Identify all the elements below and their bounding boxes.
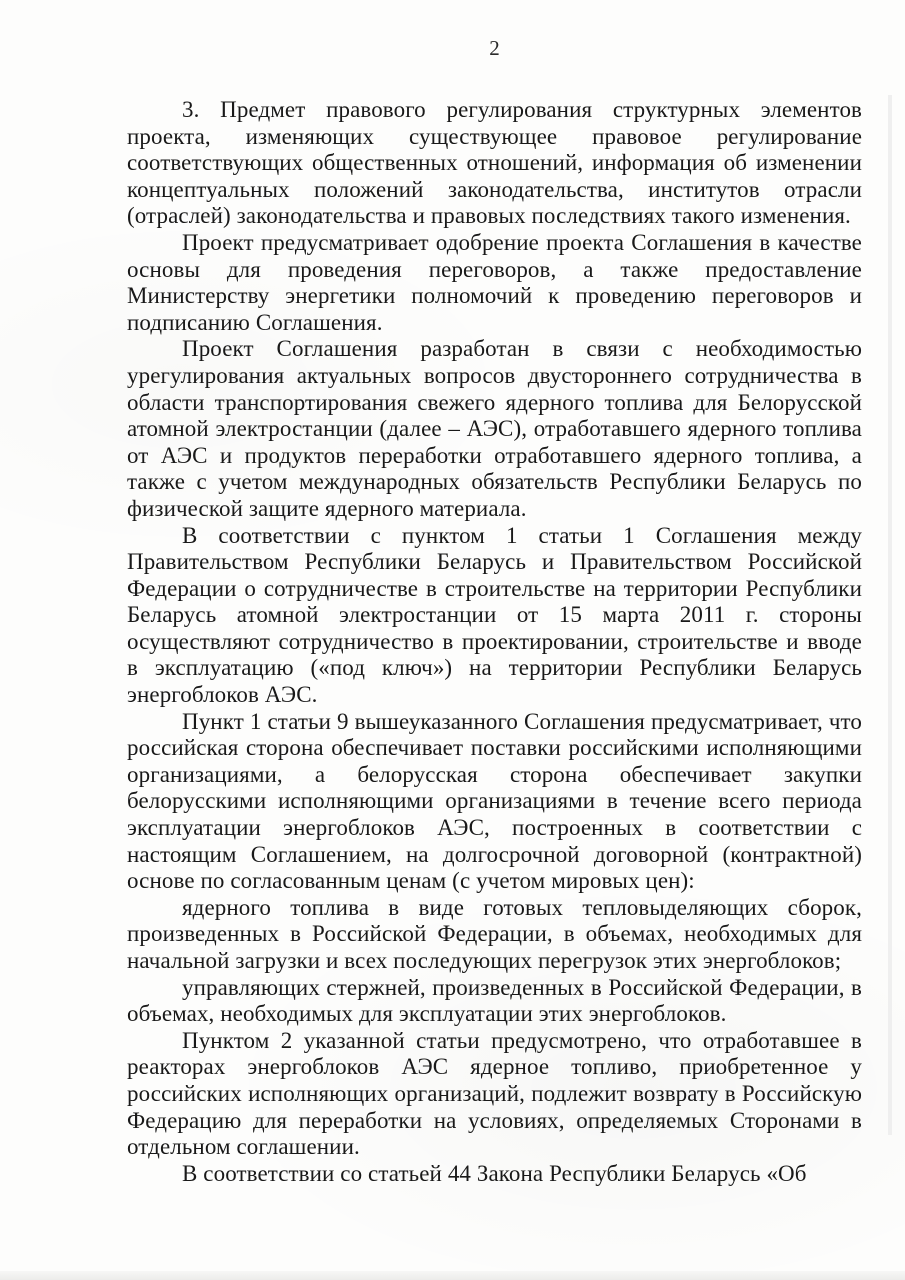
paragraph-subject-of-regulation: 3. Предмет правового регулирования структурных элементов проекта, изменяющих существующее правовое регулирование соответствующих общественных отношений, информация об изменении концептуальных положений законодательства, институтов отрасли (отраслей) законодательства и правовых последствиях такого изменения.	[127, 97, 862, 229]
paragraph-agreement-purpose: Проект Соглашения разработан в связи с необходимостью урегулирования актуальных вопросов двустороннего сотрудничества в области транспортирования свежего ядерного топлива для Белорусской атомной электростанции (далее – АЭС), отработавшего ядерного топлива от АЭС и продуктов переработки отработавшего ядерного топлива, а также с учетом международных обязательств Республики Беларусь по физической защите ядерного материала.	[127, 336, 862, 521]
paragraph-article9-point2: Пунктом 2 указанной статьи предусмотрено, что отработавшее в реакторах энергоблоков АЭС ядерное топливо, приобретенное у российских исполняющих организаций, подлежит возврату в Российскую Федерацию для переработки на условиях, определяемых Сторонами в отдельном соглашении.	[127, 1027, 862, 1160]
document-body	[127, 97, 862, 1187]
paragraph-article1-point1: В соответствии с пунктом 1 статьи 1 Соглашения между Правительством Республики Беларусь и Правительством Российской Федерации о сотрудничестве в строительстве на территории Республики Беларусь атомной электростанции от 15 марта 2011 г. стороны осуществляют сотрудничество в проектировании, строительстве и вводе в эксплуатацию («под ключ») на территории Республики Беларусь энергоблоков АЭС.	[127, 522, 862, 708]
paragraph-article9-point1: Пункт 1 статьи 9 вышеуказанного Соглашения предусматривает, что российская сторона обеспечивает поставки российскими исполняющими организациями, а белорусская сторона обеспечивает закупки белорусскими исполняющими организациями в течение всего периода эксплуатации энергоблоков АЭС, построенных в соответствии с настоящим Соглашением, на долгосрочной договорной (контрактной) основе по согласованным ценам (с учетом мировых цен):	[127, 708, 862, 894]
scan-artifact-right-streak	[888, 95, 892, 1135]
paragraph-control-rods-item: управляющих стержней, произведенных в Российской Федерации, в объемах, необходимых для эксплуатации этих энергоблоков.	[127, 974, 862, 1027]
paragraph-nuclear-fuel-item: ядерного топлива в виде готовых тепловыделяющих сборок, произведенных в Российской Федерации, в объемах, необходимых для начальной загрузки и всех последующих перегрузок этих энергоблоков;	[127, 894, 862, 973]
paragraph-project-approval: Проект предусматривает одобрение проекта Соглашения в качестве основы для проведения переговоров, а также предоставление Министерству энергетики полномочий к проведению переговоров и подписанию Соглашения.	[127, 229, 862, 335]
page-number: 2	[489, 36, 500, 60]
paragraph-article44-law: В соответствии со статьей 44 Закона Республики Беларусь «Об	[182, 1160, 807, 1186]
scan-artifact-bottom-band	[0, 1271, 905, 1280]
